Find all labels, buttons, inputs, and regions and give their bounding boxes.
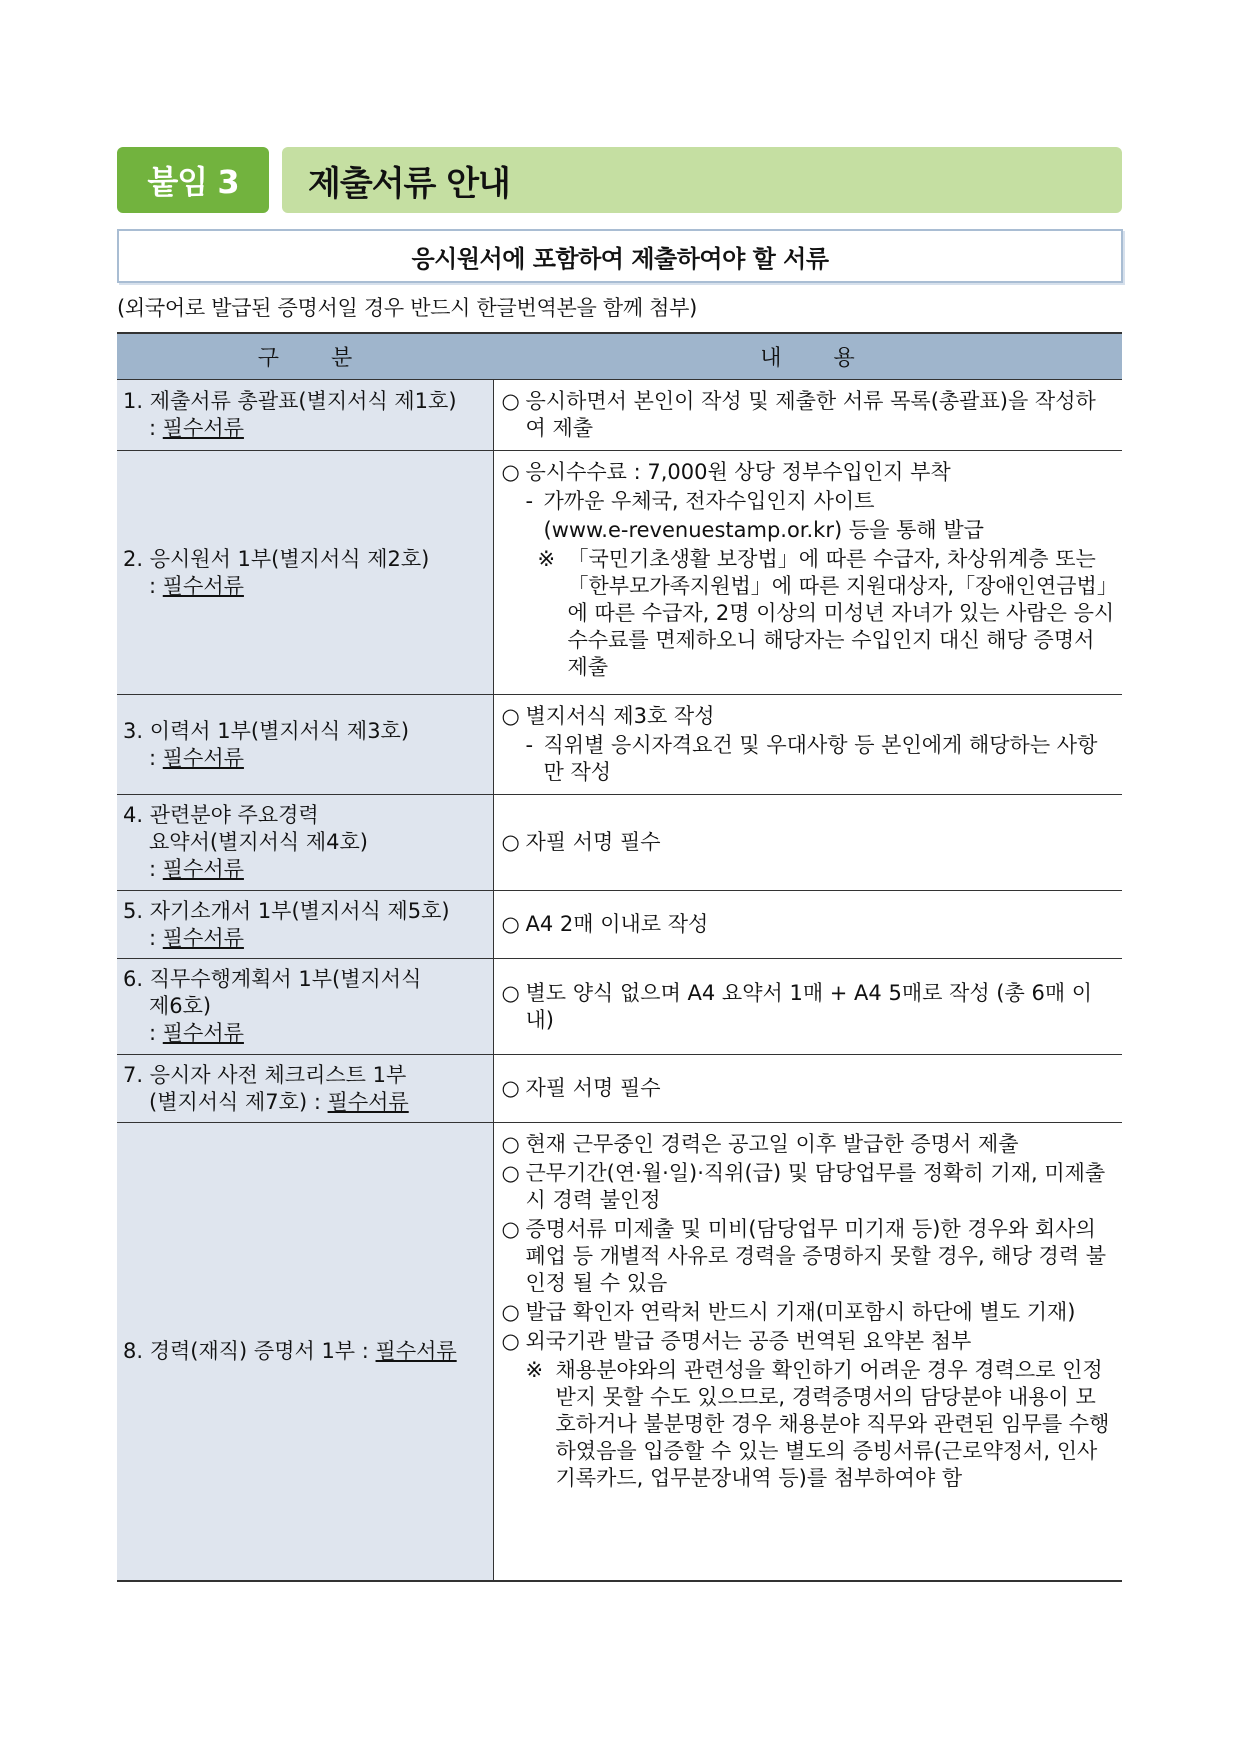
circle-bullet-icon: ○	[501, 1161, 520, 1185]
reference-mark-icon: ※	[525, 1358, 544, 1382]
section-subtitle: 응시원서에 포함하여 제출하여야 할 서류	[117, 229, 1123, 283]
circle-bullet-icon: ○	[501, 1329, 520, 1353]
attachment-badge: 붙임 3	[117, 147, 269, 213]
table-row	[117, 451, 1122, 695]
sub-item: - 가까운 우체국, 전자수입인지 사이트	[525, 489, 875, 513]
list-item: ○ 증명서류 미제출 및 미비(담당업무 미기재 등)한 경우와 회사의 폐업 등 개별적 사유로 경력을 증명하지 못할 경우, 해당 경력 불인정 될 수 있음	[501, 1217, 1107, 1295]
required-doc-label: 필수서류	[327, 1089, 409, 1114]
circle-bullet-icon: ○	[501, 460, 520, 484]
row-category: 4. 관련분야 주요경력 요약서(별지서식 제4호) : 필수서류	[117, 795, 493, 891]
row-content	[493, 380, 1122, 451]
row-content	[493, 959, 1122, 1055]
row-content	[493, 1123, 1122, 1581]
list-item: ○ A4 2매 이내로 작성	[501, 912, 709, 936]
table-row	[117, 795, 1122, 891]
circle-bullet-icon: ○	[501, 1132, 520, 1156]
list-item: ○ 자필 서명 필수	[501, 830, 661, 854]
row-category: 1. 제출서류 총괄표(별지서식 제1호) : 필수서류	[117, 380, 493, 451]
row-category: 7. 응시자 사전 체크리스트 1부 (별지서식 제7호) : 필수서류	[117, 1055, 493, 1123]
list-item: ○ 근무기간(연·월·일)·직위(급) 및 담당업무를 정확히 기재, 미제출시 경력 불인정	[501, 1161, 1106, 1212]
table-row	[117, 695, 1122, 795]
circle-bullet-icon: ○	[501, 1076, 520, 1100]
list-item: ○ 응시수수료 : 7,000원 상당 정부수입인지 부착	[501, 460, 951, 484]
circle-bullet-icon: ○	[501, 389, 520, 413]
row-content	[493, 695, 1122, 795]
required-doc-label: 필수서류	[162, 573, 244, 598]
table-row	[117, 891, 1122, 959]
required-doc-label: 필수서류	[162, 925, 244, 950]
page-title: 제출서류 안내	[308, 163, 510, 204]
required-doc-label: 필수서류	[375, 1338, 457, 1363]
circle-bullet-icon: ○	[501, 830, 520, 854]
list-item: ○ 별지서식 제3호 작성	[501, 704, 715, 728]
circle-bullet-icon: ○	[501, 1217, 520, 1241]
header	[117, 147, 1122, 213]
reference-note: ※ 「국민기초생활 보장법」에 따른 수급자, 차상위계층 또는「한부모가족지원법」에 따른 지원대상자,「장애인연금법」에 따른 수급자, 2명 이상의 미성년 자녀가 있는 사람은 응시수수료를 면제하오니 해당자는 수입인지 대신 해당 증명서 제출	[537, 547, 1115, 679]
required-doc-label: 필수서류	[162, 857, 244, 881]
table-row	[117, 380, 1122, 451]
circle-bullet-icon: ○	[501, 1300, 520, 1324]
dash-icon: -	[525, 733, 534, 757]
table-row	[117, 1123, 1122, 1581]
translation-note: (외국어로 발급된 증명서일 경우 반드시 한글번역본을 함께 첨부)	[117, 296, 698, 320]
row-content	[493, 451, 1122, 695]
list-item: ○ 외국기관 발급 증명서는 공증 번역된 요약본 첨부	[501, 1329, 972, 1353]
row-category: 6. 직무수행계획서 1부(별지서식 제6호) : 필수서류	[117, 959, 493, 1055]
header-content: 내용	[493, 333, 1122, 380]
row-category: 2. 응시원서 1부(별지서식 제2호) : 필수서류	[117, 451, 493, 695]
header-category: 구분	[117, 333, 493, 380]
required-doc-label: 필수서류	[162, 745, 244, 770]
row-content	[493, 891, 1122, 959]
list-item: ○ 발급 확인자 연락처 반드시 기재(미포함시 하단에 별도 기재)	[501, 1300, 1076, 1324]
list-item: ○ 현재 근무중인 경력은 공고일 이후 발급한 증명서 제출	[501, 1132, 1019, 1156]
row-content	[493, 795, 1122, 891]
row-category: 3. 이력서 1부(별지서식 제3호) : 필수서류	[117, 695, 493, 795]
documents-table	[117, 332, 1122, 1582]
table-header-row	[117, 333, 1122, 380]
sub-item: - 직위별 응시자격요건 및 우대사항 등 본인에게 해당하는 사항만 작성	[525, 733, 1098, 784]
list-item: ○ 응시하면서 본인이 작성 및 제출한 서류 목록(총괄표)을 작성하여 제출	[501, 389, 1096, 440]
row-category: 5. 자기소개서 1부(별지서식 제5호) : 필수서류	[117, 891, 493, 959]
required-doc-label: 필수서류	[162, 416, 244, 440]
circle-bullet-icon: ○	[501, 980, 520, 1005]
required-doc-label: 필수서류	[162, 1021, 244, 1045]
table-row	[117, 959, 1122, 1055]
list-item: ○ 별도 양식 없으며 A4 요약서 1매 + A4 5매로 작성 (총 6매 이내)	[501, 980, 1093, 1032]
reference-mark-icon: ※	[537, 547, 556, 571]
reference-note: ※ 채용분야와의 관련성을 확인하기 어려운 경우 경력으로 인정받지 못할 수도 있으므로, 경력증명서의 담당분야 내용이 모호하거나 불분명한 경우 채용분야 직무와 관련된 임무를 수행하였음을 입증할 수 있는 별도의 증빙서류(근로약정서, 인사기록카드, 업무분장내역 등)를 첨부하여야 함	[525, 1358, 1110, 1490]
table-row	[117, 1055, 1122, 1123]
row-category: 8. 경력(재직) 증명서 1부 : 필수서류	[117, 1123, 493, 1581]
circle-bullet-icon: ○	[501, 704, 520, 728]
list-item: ○ 자필 서명 필수	[501, 1076, 661, 1100]
title-bar	[282, 147, 1122, 213]
circle-bullet-icon: ○	[501, 912, 520, 936]
sub-item: (www.e-revenuestamp.or.kr) 등을 통해 발급	[543, 518, 984, 542]
dash-icon: -	[525, 489, 534, 513]
row-content	[493, 1055, 1122, 1123]
